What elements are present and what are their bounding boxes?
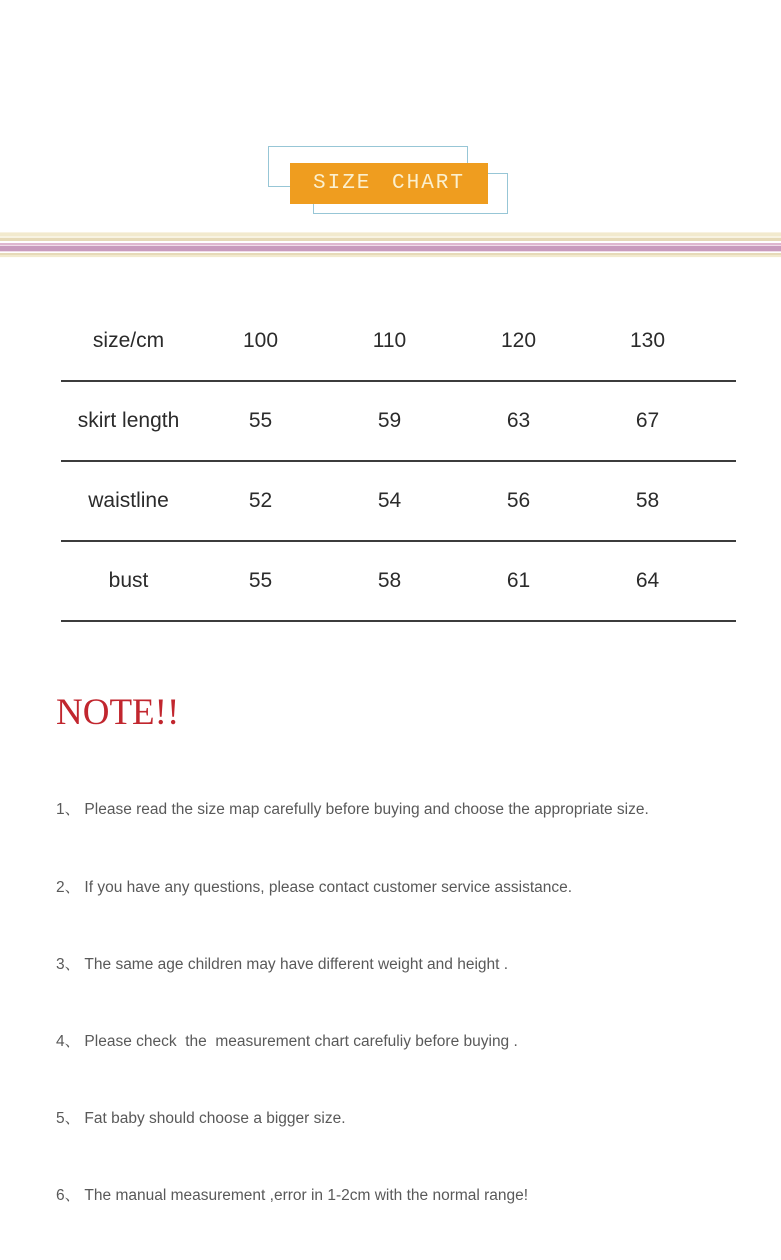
- table-header-size-110: 110: [372, 329, 407, 352]
- row-value: 58: [635, 489, 660, 512]
- table-row-bust: [61, 542, 736, 622]
- note-item-5: 5、 Fat baby should choose a bigger size.: [56, 1109, 346, 1127]
- row-value: 55: [248, 569, 273, 592]
- row-value: 61: [506, 569, 531, 592]
- row-value: 58: [377, 569, 402, 592]
- striped-divider: [0, 232, 781, 258]
- banner-title: SIZE CHART: [290, 163, 488, 204]
- table-row-waistline: [61, 462, 736, 542]
- row-value: 52: [248, 489, 273, 512]
- row-value: 55: [248, 409, 273, 432]
- row-label: waistline: [88, 489, 169, 512]
- row-value: 54: [377, 489, 402, 512]
- row-label: skirt length: [77, 409, 180, 432]
- size-table: [61, 302, 736, 622]
- row-value: 67: [635, 409, 660, 432]
- note-heading: NOTE!!: [56, 692, 180, 733]
- table-header-size-100: 100: [242, 329, 279, 352]
- note-item-1: 1、 Please read the size map carefully before buying and choose the appropriate size.: [56, 801, 649, 819]
- row-value: 63: [506, 409, 531, 432]
- note-list: [56, 746, 649, 1260]
- note-item-6: 6、 The manual measurement ,error in 1-2cm with the normal range!: [56, 1186, 529, 1204]
- table-row-skirt-length: [61, 382, 736, 462]
- note-item-4: 4、 Please check the measurement chart carefuliy before buying .: [56, 1032, 518, 1050]
- row-label: bust: [108, 569, 149, 592]
- row-value: 64: [635, 569, 660, 592]
- table-header-row: [61, 302, 736, 382]
- note-item-2: 2、 If you have any questions, please contact customer service assistance.: [56, 878, 573, 896]
- note-item-3: 3、 The same age children may have different weight and height .: [56, 955, 509, 973]
- row-value: 56: [506, 489, 531, 512]
- row-value: 59: [377, 409, 402, 432]
- table-header-size-120: 120: [500, 329, 537, 352]
- table-header-size-130: 130: [629, 329, 666, 352]
- table-header-label: size/cm: [92, 329, 165, 352]
